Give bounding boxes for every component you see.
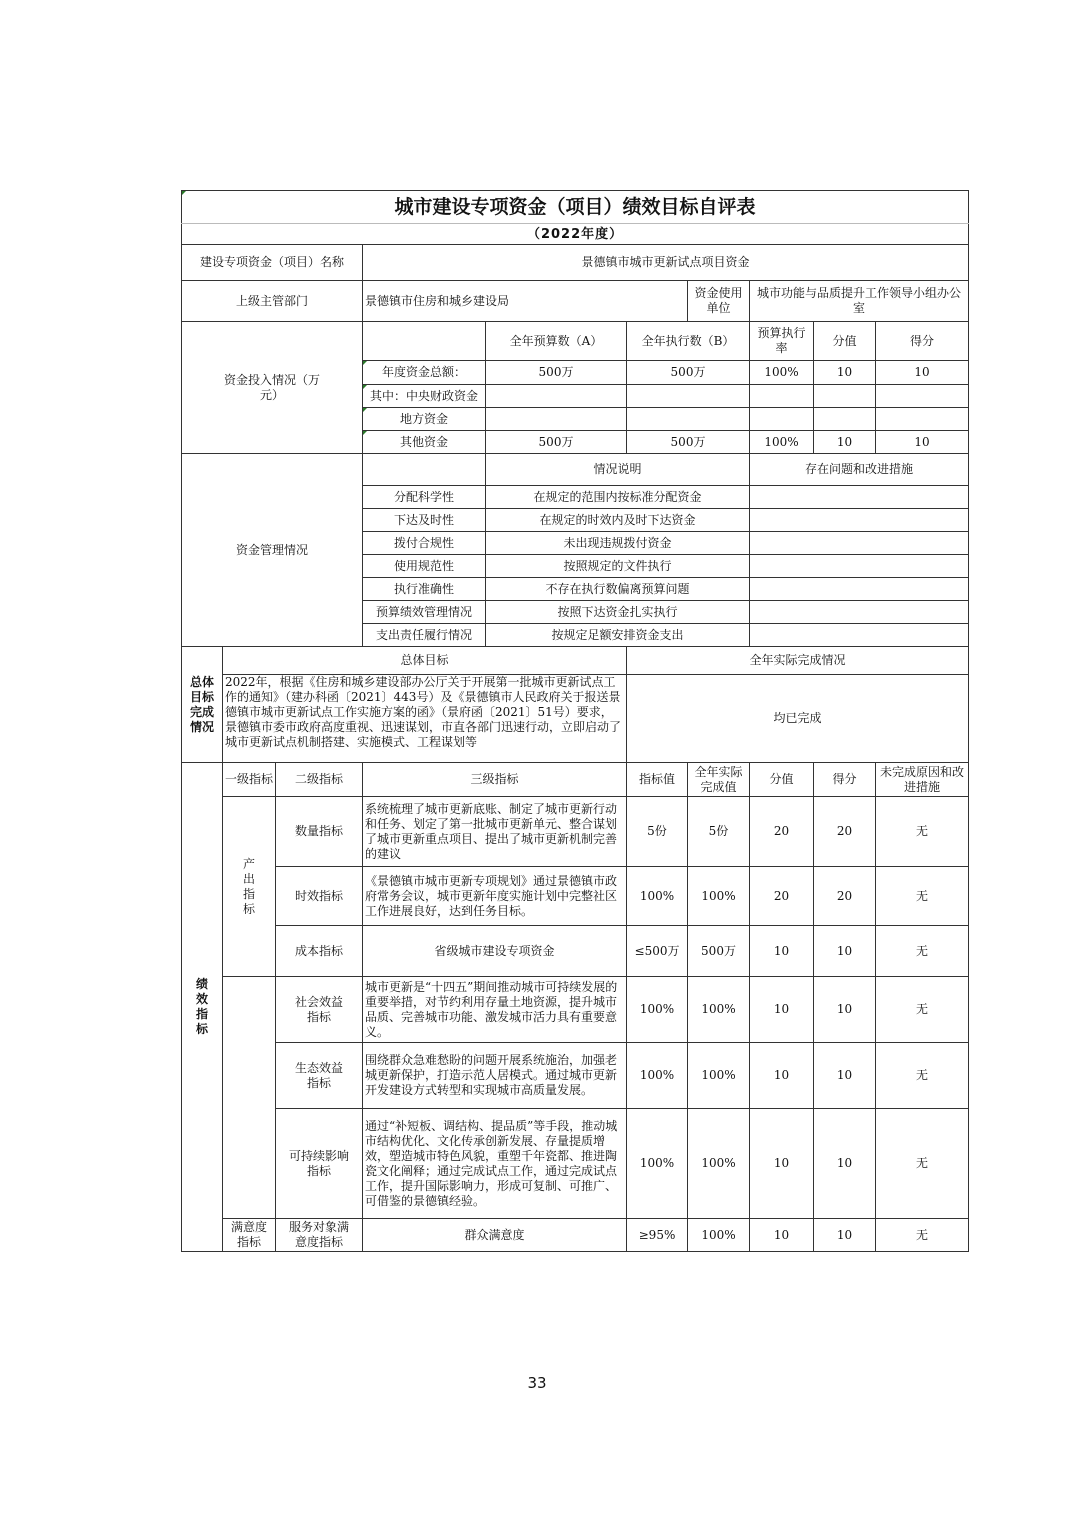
perf-level3: 系统梳理了城市更新底账、制定了城市更新行动和任务、划定了第一批城市更新单元、整合谋划了城市更新重点项目、提出了城市更新机制完善的建议 (363, 797, 627, 867)
perf-level3: 省级城市建设专项资金 (363, 926, 627, 977)
dept-label: 上级主管部门 (182, 281, 363, 322)
management-header-desc: 情况说明 (486, 454, 750, 486)
goal-actual: 均已完成 (627, 675, 969, 763)
perf-level3: 通过“补短板、调结构、提品质”等手段，推动城市结构优化、文化传承创新发展、存量提质增效，塑造城市特色风貌，重塑千年瓷都、推进陶瓷文化阐释；通过完成试点工作，通过完成试点工作，提升国际影响力，形成可复制、可推广、可借鉴的景德镇经验。 (363, 1109, 627, 1219)
perf-actual: 100% (688, 1109, 750, 1219)
perf-level2: 时效指标 (276, 867, 363, 926)
goal-section-label: 总体目标完成情况 (182, 647, 223, 763)
management-header-issue: 存在问题和改进措施 (750, 454, 969, 486)
funding-row-exec: 500万 (627, 361, 750, 385)
unit-label: 资金使用单位 (688, 281, 750, 322)
management-desc: 按规定足额安排资金支出 (486, 624, 750, 647)
funding-section-label: 资金投入情况（万元） (182, 322, 363, 454)
perf-reason: 无 (876, 977, 969, 1043)
funding-row-budget (486, 385, 627, 408)
perf-header-score: 分值 (750, 763, 814, 797)
funding-row-budget (486, 408, 627, 431)
goal-text: 2022年，根据《住房和城乡建设部办公厅关于开展第一批城市更新试点工作的通知》（建办科函〔2021〕443号）及《景德镇市人民政府关于报送景德镇市城市更新试点工作实施方案的函》（景府函〔2021〕51号）要求，景德镇市委市政府高度重视、迅速谋划，市直各部门迅速行动，立即启动了城市更新试点机制搭建、实施模式、工程谋划等 (223, 675, 627, 763)
perf-score: 10 (750, 1043, 814, 1109)
management-issue (750, 532, 969, 555)
page-number: 33 (527, 1374, 547, 1392)
management-header-blank (363, 454, 486, 486)
perf-got: 10 (814, 1219, 876, 1252)
perf-got: 10 (814, 926, 876, 977)
dept-value: 景德镇市住房和城乡建设局 (363, 281, 688, 322)
funding-row-label: 其他资金 (363, 431, 486, 454)
management-issue (750, 601, 969, 624)
perf-level3: 《景德镇市城市更新专项规划》通过景德镇市政府常务会议，城市更新年度实施计划中完整社区工作进展良好，达到任务目标。 (363, 867, 627, 926)
perf-reason: 无 (876, 926, 969, 977)
perf-target: 100% (627, 977, 688, 1043)
funding-header-exec: 全年执行数（B） (627, 322, 750, 361)
perf-score: 10 (750, 926, 814, 977)
performance-section-label: 绩效指标 (182, 763, 223, 1252)
perf-actual: 100% (688, 1219, 750, 1252)
perf-reason: 无 (876, 1219, 969, 1252)
management-issue (750, 555, 969, 578)
management-item: 拨付合规性 (363, 532, 486, 555)
perf-header-level2: 二级指标 (276, 763, 363, 797)
management-issue (750, 578, 969, 601)
perf-score: 20 (750, 867, 814, 926)
perf-target: 100% (627, 1109, 688, 1219)
management-item: 预算绩效管理情况 (363, 601, 486, 624)
perf-level1-effect (223, 977, 276, 1219)
funding-row-got: 10 (876, 431, 969, 454)
project-name: 景德镇市城市更新试点项目资金 (363, 245, 969, 281)
perf-level2: 生态效益指标 (276, 1043, 363, 1109)
year-label: （2022年度） (182, 224, 969, 245)
funding-row-label: 其中：中央财政资金 (363, 385, 486, 408)
perf-header-actual: 全年实际完成值 (688, 763, 750, 797)
perf-level3: 群众满意度 (363, 1219, 627, 1252)
funding-header-blank (363, 322, 486, 361)
perf-level2: 社会效益指标 (276, 977, 363, 1043)
management-issue (750, 509, 969, 532)
funding-row-score (814, 408, 876, 431)
perf-got: 10 (814, 977, 876, 1043)
funding-row-score: 10 (814, 431, 876, 454)
funding-row-got (876, 408, 969, 431)
funding-row-got: 10 (876, 361, 969, 385)
funding-row-exec (627, 385, 750, 408)
funding-row-exec (627, 408, 750, 431)
management-issue (750, 624, 969, 647)
perf-actual: 100% (688, 977, 750, 1043)
perf-level2: 可持续影响指标 (276, 1109, 363, 1219)
perf-target: 100% (627, 867, 688, 926)
perf-header-level1: 一级指标 (223, 763, 276, 797)
management-desc: 不存在执行数偏离预算问题 (486, 578, 750, 601)
perf-header-reason: 未完成原因和改进措施 (876, 763, 969, 797)
perf-target: 5份 (627, 797, 688, 867)
perf-got: 10 (814, 1043, 876, 1109)
funding-row-label: 年度资金总额： (363, 361, 486, 385)
perf-header-got: 得分 (814, 763, 876, 797)
perf-actual: 500万 (688, 926, 750, 977)
perf-target: ≤500万 (627, 926, 688, 977)
perf-score: 10 (750, 977, 814, 1043)
funding-row-rate: 100% (750, 431, 814, 454)
perf-level1-satisfaction: 满意度指标 (223, 1219, 276, 1252)
management-issue (750, 486, 969, 509)
perf-reason: 无 (876, 1109, 969, 1219)
perf-got: 10 (814, 1109, 876, 1219)
table-title: 城市建设专项资金（项目）绩效目标自评表 (182, 191, 969, 224)
funding-header-score: 分值 (814, 322, 876, 361)
perf-level2: 成本指标 (276, 926, 363, 977)
funding-row-score (814, 385, 876, 408)
perf-header-level3: 三级指标 (363, 763, 627, 797)
perf-score: 10 (750, 1219, 814, 1252)
funding-row-got (876, 385, 969, 408)
perf-level1-output: 产出指标 (223, 797, 276, 977)
funding-row-budget: 500万 (486, 361, 627, 385)
management-item: 下达及时性 (363, 509, 486, 532)
management-item: 支出责任履行情况 (363, 624, 486, 647)
management-item: 分配科学性 (363, 486, 486, 509)
funding-row-label: 地方资金 (363, 408, 486, 431)
management-desc: 在规定的时效内及时下达资金 (486, 509, 750, 532)
funding-row-rate (750, 385, 814, 408)
funding-header-got: 得分 (876, 322, 969, 361)
management-item: 执行准确性 (363, 578, 486, 601)
perf-score: 10 (750, 1109, 814, 1219)
funding-row-score: 10 (814, 361, 876, 385)
perf-level2: 数量指标 (276, 797, 363, 867)
funding-header-rate: 预算执行率 (750, 322, 814, 361)
perf-got: 20 (814, 797, 876, 867)
perf-actual: 100% (688, 867, 750, 926)
perf-got: 20 (814, 867, 876, 926)
unit-value: 城市功能与品质提升工作领导小组办公室 (750, 281, 969, 322)
perf-target: ≥95% (627, 1219, 688, 1252)
perf-actual: 5份 (688, 797, 750, 867)
funding-row-rate (750, 408, 814, 431)
goal-actual-header: 全年实际完成情况 (627, 647, 969, 675)
management-desc: 按照规定的文件执行 (486, 555, 750, 578)
perf-reason: 无 (876, 867, 969, 926)
funding-header-budget: 全年预算数（A） (486, 322, 627, 361)
management-desc: 未出现违规拨付资金 (486, 532, 750, 555)
evaluation-table (181, 190, 969, 1252)
goal-header: 总体目标 (223, 647, 627, 675)
project-name-label: 建设专项资金（项目）名称 (182, 245, 363, 281)
management-desc: 按照下达资金扎实执行 (486, 601, 750, 624)
perf-header-target: 指标值 (627, 763, 688, 797)
funding-row-rate: 100% (750, 361, 814, 385)
perf-level3: 城市更新是“十四五”期间推动城市可持续发展的重要举措，对节约利用存量土地资源，提升城市品质、完善城市功能、激发城市活力具有重要意义。 (363, 977, 627, 1043)
perf-reason: 无 (876, 1043, 969, 1109)
perf-level2: 服务对象满意度指标 (276, 1219, 363, 1252)
perf-level3: 围绕群众急难愁盼的问题开展系统施治，加强老城更新保护，打造示范人居模式。通过城市更新开发建设方式转型和实现城市高质量发展。 (363, 1043, 627, 1109)
funding-row-budget: 500万 (486, 431, 627, 454)
management-section-label: 资金管理情况 (182, 454, 363, 647)
management-item: 使用规范性 (363, 555, 486, 578)
management-desc: 在规定的范围内按标准分配资金 (486, 486, 750, 509)
perf-target: 100% (627, 1043, 688, 1109)
funding-row-exec: 500万 (627, 431, 750, 454)
perf-actual: 100% (688, 1043, 750, 1109)
perf-score: 20 (750, 797, 814, 867)
perf-reason: 无 (876, 797, 969, 867)
